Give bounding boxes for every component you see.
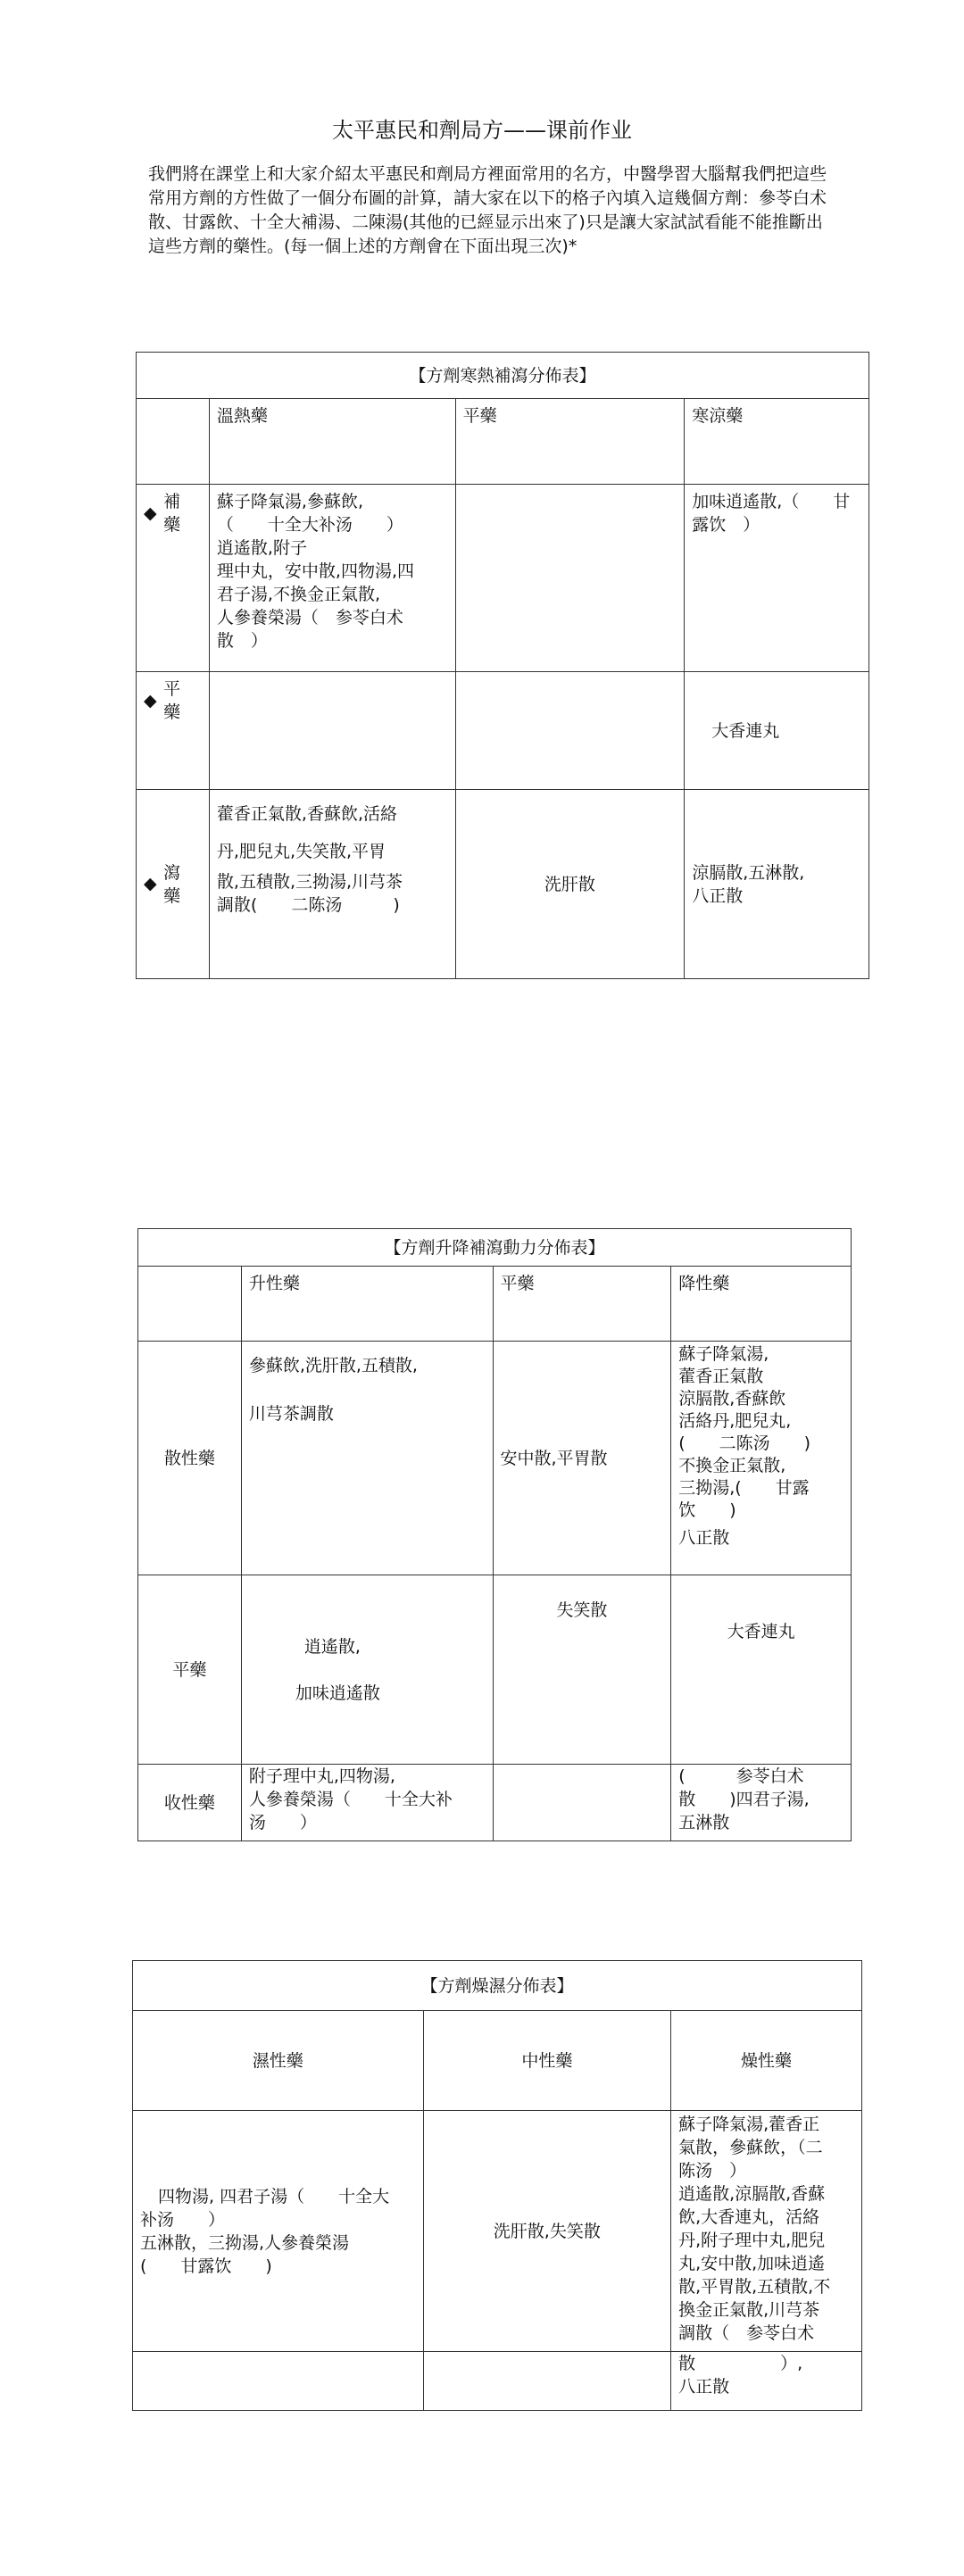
table-row [133, 2352, 862, 2411]
descending-cell: 蘇子降氣湯, 藿香正氣散 涼膈散,香蘇飲 活絡丹,肥兒丸, ( 二陈汤 ) 不換金正氣散, 三拗湯,( 甘露 饮 ) 八正散 [671, 1342, 852, 1575]
cold-heat-table [136, 352, 869, 979]
intro-paragraph: 我們將在課堂上和大家介紹太平惠民和劑局方裡面常用的名方，中醫學習大腦幫我們把這些常用方劑的方性做了一個分布圖的計算，請大家在以下的格子內填入這幾個方劑：參苓白术散、甘露飲、十全大補湯、二陳湯(其他的已經显示出來了)只是讓大家試試看能不能推斷出這些方劑的藥性。(每一個上述的方劑會在下面出現三次)* [148, 164, 827, 256]
dry-cell: 蘇子降氣湯,藿香正 氣散，參蘇飲，（二 陈汤 ） 逍遙散,涼膈散,香蘇 飲,大香連丸，活絡 丹,附子理中丸,肥兒 丸,安中散,加味逍遙 散,平胃散,五積散,不 換金正氣散,川芎茶 調散（ 参苓白术 [671, 2111, 862, 2352]
descending-cell: ( 参苓白术 散 )四君子湯, 五淋散 [671, 1765, 852, 1841]
wet-cell [133, 2352, 424, 2411]
table-caption: 【方劑燥濕分佈表】 [133, 1961, 862, 2011]
diamond-bullet-icon: ◆ [144, 690, 157, 710]
row-header [137, 790, 210, 979]
table-row [138, 1765, 852, 1841]
cold-cell: 大香連丸 [685, 672, 869, 790]
descending-cell: 大香連丸 [671, 1575, 852, 1765]
dry-wet-table [132, 1960, 862, 2411]
cold-cell: 加味逍遙散,（ 甘 露饮 ） [685, 485, 869, 672]
column-header-cold: 寒涼藥 [685, 399, 869, 485]
table-caption: 【方劑寒熱補瀉分佈表】 [137, 353, 869, 399]
column-header-neutral: 平藥 [455, 399, 685, 485]
dry-cell: 散 ）, 八正散 [671, 2352, 862, 2411]
neutral-cell: 洗肝散 [455, 790, 685, 979]
neutral-cell [423, 2352, 671, 2411]
corner-cell [138, 1267, 242, 1342]
cold-cell: 涼膈散,五淋散, 八正散 [685, 790, 869, 979]
column-header-wet: 濕性藥 [133, 2011, 424, 2111]
column-header-descending: 降性藥 [671, 1267, 852, 1342]
table-row [137, 485, 869, 672]
table-caption: 【方劑升降補瀉動力分佈表】 [138, 1229, 852, 1267]
ascending-cell: 逍遙散, 加味逍遙散 [241, 1575, 493, 1765]
neutral-cell [455, 485, 685, 672]
diamond-bullet-icon: ◆ [144, 503, 157, 523]
column-header-neutral: 中性藥 [423, 2011, 671, 2111]
row-label: 補藥 [163, 492, 181, 535]
row-header [137, 485, 210, 672]
warm-cell [209, 672, 455, 790]
wet-cell: 四物湯, 四君子湯（ 十全大 补汤 ） 五淋散，三拗湯,人參養榮湯 ( 甘露饮 ) [133, 2111, 424, 2352]
neutral-cell [493, 1765, 671, 1841]
neutral-cell [455, 672, 685, 790]
neutral-cell: 洗肝散,失笑散 [423, 2111, 671, 2352]
neutral-cell: 安中散,平胃散 [493, 1342, 671, 1575]
warm-cell: 藿香正氣散,香蘇飲,活絡 丹,肥兒丸,失笑散,平胃 散,五積散,三拗湯,川芎茶 調散( 二陈汤 ) [209, 790, 455, 979]
table-row [137, 672, 869, 790]
table-row [137, 790, 869, 979]
row-header: 收性藥 [138, 1765, 242, 1841]
table-row [138, 1575, 852, 1765]
ascending-cell: 附子理中丸,四物湯, 人參養榮湯（ 十全大补 汤 ） [241, 1765, 493, 1841]
ascend-descend-table [137, 1228, 852, 1841]
row-header [137, 672, 210, 790]
table-row [138, 1342, 852, 1575]
row-label: 瀉藥 [163, 862, 181, 906]
row-label: 平藥 [163, 679, 181, 722]
column-header-ascending: 升性藥 [241, 1267, 493, 1342]
neutral-cell: 失笑散 [493, 1575, 671, 1765]
column-header-warm: 溫熱藥 [209, 399, 455, 485]
corner-cell [137, 399, 210, 485]
page-title: 太平惠民和劑局方——课前作业 [332, 118, 632, 143]
column-header-neutral: 平藥 [493, 1267, 671, 1342]
row-header: 平藥 [138, 1575, 242, 1765]
row-header: 散性藥 [138, 1342, 242, 1575]
table-row [133, 2111, 862, 2352]
diamond-bullet-icon: ◆ [144, 874, 157, 893]
column-header-dry: 燥性藥 [671, 2011, 862, 2111]
ascending-cell: 參蘇飲,洗肝散,五積散, 川芎茶調散 [241, 1342, 493, 1575]
warm-cell: 蘇子降氣湯,參蘇飲, （ 十全大补汤 ） 逍遙散,附子 理中丸，安中散,四物湯,四 君子湯,不換金正氣散, 人參養榮湯（ 参苓白术 散 ） [209, 485, 455, 672]
